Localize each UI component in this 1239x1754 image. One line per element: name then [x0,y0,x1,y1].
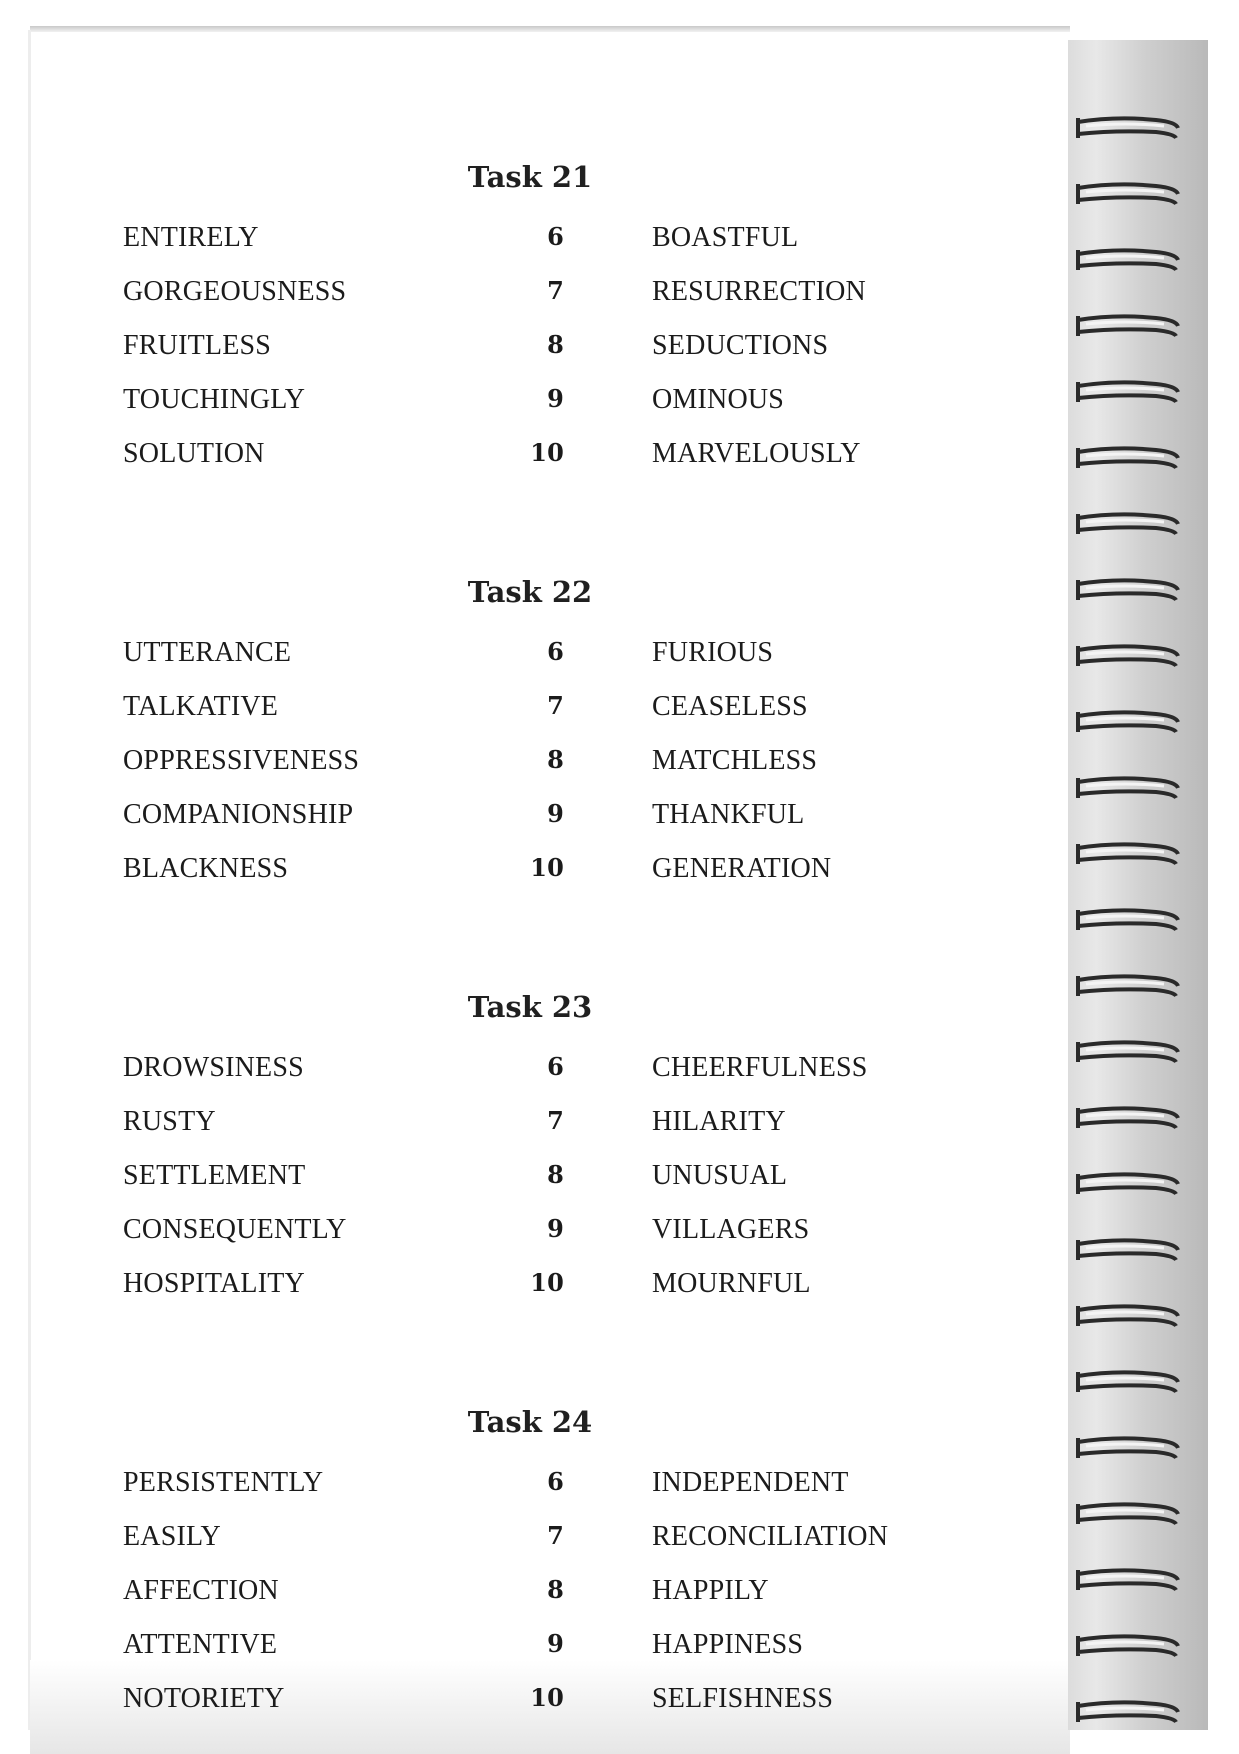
right-word: OMINOUS [652,384,785,415]
left-word: TOUCHINGLY [123,384,306,415]
row-number: 7 [547,1106,564,1135]
right-word: GENERATION [652,853,832,884]
task-title: Task 22 [467,575,593,609]
row-number: 10 [530,1268,564,1297]
table-row [0,1214,1060,1254]
spiral-coil [1076,1432,1186,1462]
right-word: UNUSUAL [652,1160,788,1191]
row-number: 9 [547,1629,564,1658]
row-number: 6 [547,637,564,666]
spiral-coil [1076,838,1186,868]
table-row [0,853,1060,893]
right-word: SEDUCTIONS [652,330,829,361]
right-word: CEASELESS [652,691,808,722]
spiral-coil [1076,310,1186,340]
spiral-coil [1076,1630,1186,1660]
table-row [0,1575,1060,1615]
table-row [0,1268,1060,1308]
right-word: HAPPILY [652,1575,769,1606]
spiral-coil [1076,112,1186,142]
spiral-coil [1076,640,1186,670]
table-row [0,799,1060,839]
table-row [0,1467,1060,1507]
table-row [0,1106,1060,1146]
right-word: MARVELOUSLY [652,438,861,469]
row-number: 9 [547,384,564,413]
row-number: 7 [547,276,564,305]
spiral-coil [1076,442,1186,472]
spiral-coil [1076,574,1186,604]
table-row [0,222,1060,262]
left-word: FRUITLESS [123,330,272,361]
right-word: FURIOUS [652,637,774,668]
spiral-coil [1076,376,1186,406]
spiral-coil [1076,1498,1186,1528]
left-word: NOTORIETY [123,1683,285,1714]
spiral-coil [1076,1300,1186,1330]
row-number: 10 [530,1683,564,1712]
spiral-coil [1076,244,1186,274]
table-row [0,330,1060,370]
row-number: 8 [547,1575,564,1604]
left-word: GORGEOUSNESS [123,276,347,307]
table-row [0,1052,1060,1092]
page-top-edge [30,26,1070,32]
table-row [0,637,1060,677]
spiral-coil [1076,970,1186,1000]
spiral-coil [1076,706,1186,736]
row-number: 6 [547,1052,564,1081]
row-number: 6 [547,222,564,251]
right-word: RESURRECTION [652,276,866,307]
task-title: Task 23 [467,990,593,1024]
spiral-coil [1076,1234,1186,1264]
right-word: MATCHLESS [652,745,818,776]
right-word: INDEPENDENT [652,1467,849,1498]
left-word: COMPANIONSHIP [123,799,354,830]
table-row [0,384,1060,424]
row-number: 10 [530,438,564,467]
spiral-coil [1076,508,1186,538]
right-word: CHEERFULNESS [652,1052,868,1083]
right-word: SELFISHNESS [652,1683,834,1714]
task-title: Task 21 [467,160,593,194]
left-word: ATTENTIVE [123,1629,278,1660]
left-word: RUSTY [123,1106,216,1137]
spiral-coil [1076,1102,1186,1132]
task-title: Task 24 [467,1405,593,1439]
row-number: 7 [547,1521,564,1550]
row-number: 9 [547,799,564,828]
right-word: BOASTFUL [652,222,799,253]
spiral-binding [1068,40,1208,1730]
table-row [0,745,1060,785]
right-word: MOURNFUL [652,1268,811,1299]
left-word: DROWSINESS [123,1052,304,1083]
spiral-coil [1076,1366,1186,1396]
row-number: 9 [547,1214,564,1243]
spiral-coil [1076,904,1186,934]
left-word: ENTIRELY [123,222,259,253]
spiral-coil [1076,772,1186,802]
row-number: 10 [530,853,564,882]
table-row [0,1683,1060,1723]
left-word: SETTLEMENT [123,1160,306,1191]
table-row [0,276,1060,316]
table-row [0,691,1060,731]
left-word: UTTERANCE [123,637,292,668]
spiral-coil [1076,1168,1186,1198]
right-word: RECONCILIATION [652,1521,889,1552]
spiral-coil [1076,1036,1186,1066]
table-row [0,1160,1060,1200]
left-word: EASILY [123,1521,221,1552]
left-word: PERSISTENTLY [123,1467,324,1498]
spiral-coil [1076,1564,1186,1594]
right-word: HAPPINESS [652,1629,804,1660]
right-word: THANKFUL [652,799,805,830]
spiral-coil [1076,1696,1186,1726]
row-number: 6 [547,1467,564,1496]
right-word: HILARITY [652,1106,786,1137]
left-word: AFFECTION [123,1575,279,1606]
left-word: TALKATIVE [123,691,279,722]
right-word: VILLAGERS [652,1214,810,1245]
left-word: SOLUTION [123,438,265,469]
left-word: OPPRESSIVENESS [123,745,360,776]
table-row [0,438,1060,478]
left-word: BLACKNESS [123,853,289,884]
row-number: 8 [547,1160,564,1189]
row-number: 8 [547,330,564,359]
row-number: 8 [547,745,564,774]
table-row [0,1521,1060,1561]
left-word: HOSPITALITY [123,1268,305,1299]
table-row [0,1629,1060,1669]
spiral-coil [1076,178,1186,208]
row-number: 7 [547,691,564,720]
left-word: CONSEQUENTLY [123,1214,347,1245]
